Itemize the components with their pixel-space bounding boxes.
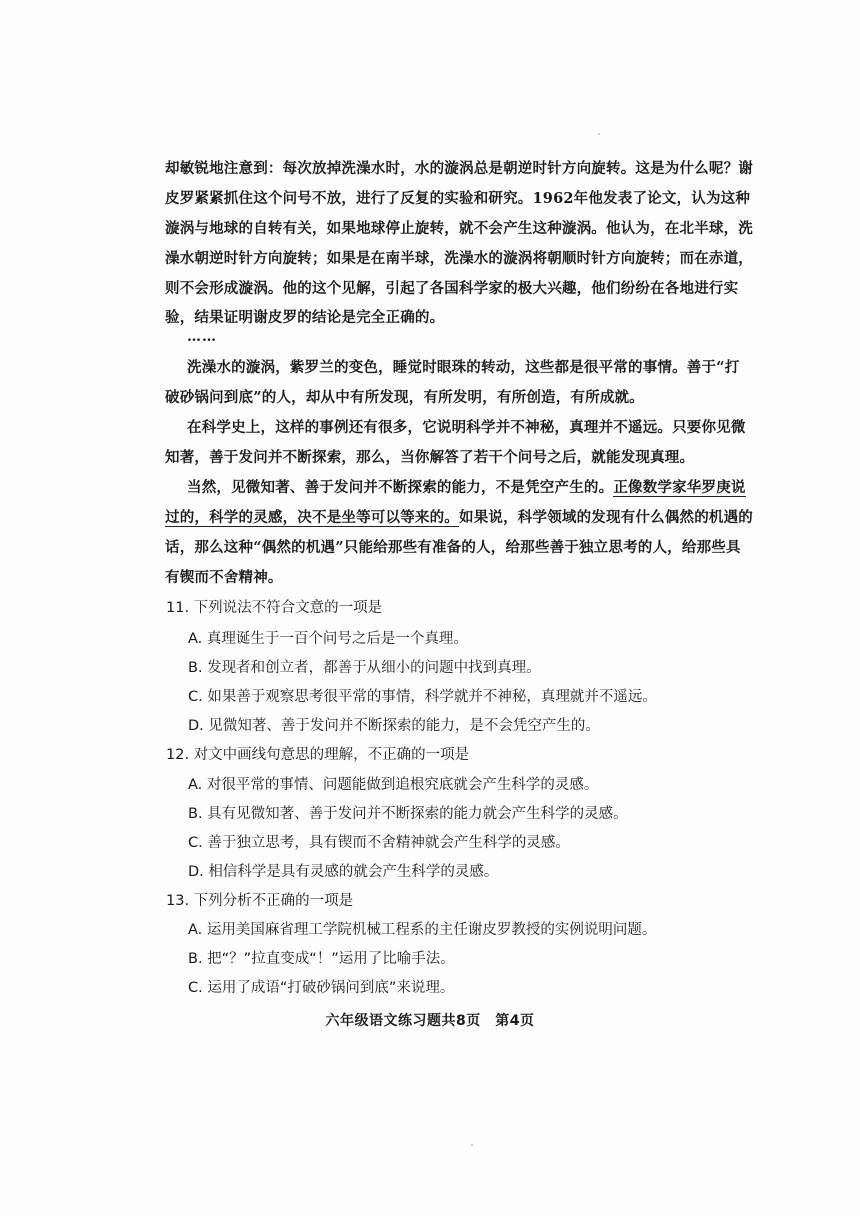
answer-option: B. 把“？”拉直变成“！”运用了比喻手法。 (188, 951, 455, 967)
page-footer: 六年级语文练习题共8页 第4页 (325, 1013, 535, 1029)
scan-speck (598, 133, 600, 135)
ellipsis: …… (187, 329, 217, 345)
answer-option: C. 如果善于观察思考很平常的事情，科学就并不神秘，真理就并不遥远。 (188, 689, 657, 705)
passage-line: 洗澡水的漩涡，紫罗兰的变色，睡觉时眼珠的转动，这些都是很平常的事情。善于“打 (187, 359, 740, 376)
passage-line: 在科学史上，这样的事例还有很多，它说明科学并不神秘，真理并不遥远。只要你见微 (187, 419, 746, 436)
answer-option: C. 善于独立思考，具有锲而不舍精神就会产生科学的灵感。 (188, 835, 570, 851)
underlined-sentence: 正像数学家华罗庚说 (613, 479, 746, 496)
underlined-sentence: 过的，科学的灵感，决不是坐等可以等来的。 (165, 509, 459, 526)
passage-line: 有锲而不舍精神。 (165, 569, 283, 586)
question-stem: 12. 对文中画线句意思的理解，不正确的一项是 (166, 747, 470, 763)
passage-line: 皮罗紧紧抓住这个问号不放，进行了反复的实验和研究。1962年他发表了论文，认为这种 (165, 190, 751, 207)
answer-option: C. 运用了成语“打破砂锅问到底”来说理。 (188, 980, 455, 996)
answer-option: B. 发现者和创立者，都善于从细小的问题中找到真理。 (188, 660, 541, 676)
passage-line (187, 479, 746, 496)
answer-option: D. 见微知著、善于发问并不断探索的能力，是不会凭空产生的。 (188, 718, 600, 734)
passage-line: 话，那么这种“偶然的机遇”只能给那些有准备的人，给那些善于独立思考的人，给那些具 (165, 539, 741, 556)
passage-text: 如果说，科学领域的发现有什么偶然的机遇的 (459, 509, 753, 526)
passage-line (165, 509, 753, 526)
answer-option: A. 真理诞生于一百个问号之后是一个真理。 (188, 631, 468, 647)
answer-option: A. 对很平常的事情、问题能做到追根究底就会产生科学的灵感。 (188, 777, 599, 793)
passage-line: 漩涡与地球的自转有关，如果地球停止旋转，就不会产生这种漩涡。他认为，在北半球，洗 (165, 220, 753, 237)
scan-speck (471, 1144, 473, 1146)
passage-text: 当然，见微知著、善于发问并不断探索的能力，不是凭空产生的。 (187, 479, 614, 496)
question-stem: 11. 下列说法不符合文意的一项是 (166, 600, 383, 616)
answer-option: A. 运用美国麻省理工学院机械工程系的主任谢皮罗教授的实例说明问题。 (188, 922, 657, 938)
passage-line: 验，结果证明谢皮罗的结论是完全正确的。 (165, 309, 445, 326)
question-stem: 13. 下列分析不正确的一项是 (166, 893, 354, 909)
passage-line: 知著，善于发问并不断探索，那么，当你解答了若干个问号之后，就能发现真理。 (165, 449, 695, 466)
passage-line: 则不会形成漩涡。他的这个见解，引起了各国科学家的极大兴趣，他们纷纷在各地进行实 (165, 280, 739, 297)
passage-line: 澡水朝逆时针方向旋转；如果是在南半球，洗澡水的漩涡将朝顺时针方向旋转；而在赤道， (165, 250, 753, 267)
answer-option: B. 具有见微知著、善于发问并不断探索的能力就会产生科学的灵感。 (188, 806, 628, 822)
passage-line: 破砂锅问到底”的人，却从中有所发现，有所发明，有所创造，有所成就。 (165, 389, 644, 406)
answer-option: D. 相信科学是具有灵感的就会产生科学的灵感。 (188, 864, 499, 880)
passage-line: 却敏锐地注意到：每次放掉洗澡水时，水的漩涡总是朝逆时针方向旋转。这是为什么呢？谢 (165, 160, 753, 177)
